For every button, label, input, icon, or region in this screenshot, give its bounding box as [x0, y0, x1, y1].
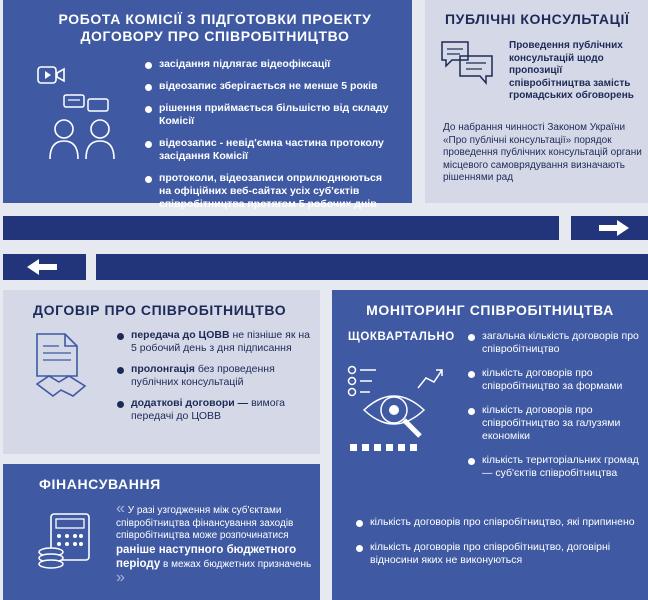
arrow-left-icon	[27, 259, 57, 275]
video-camera-icon	[37, 65, 65, 85]
list-item: кількість договорів про співробітництво, які припинено	[356, 516, 636, 529]
list-item: кількість договорів про співробітництво за галузями економіки	[468, 404, 644, 443]
chat-bubbles-icon	[440, 40, 494, 86]
consultations-panel	[425, 0, 648, 203]
list-item: рішення приймається більшістю від складу Комісії	[145, 102, 395, 128]
document-handshake-icon	[33, 332, 89, 400]
arrow-left-button[interactable]	[3, 254, 86, 280]
consultations-title: ПУБЛІЧНІ КОНСУЛЬТАЦІЇ	[445, 11, 630, 27]
arrow-right-button[interactable]	[571, 216, 648, 240]
financing-text: « У разі узгодження між суб'єктами співробітництва фінансування заходів співробітництва може розпочинатися раніше наступного бюджетного періоду в межах бюджетних призначень »	[116, 500, 312, 586]
list-item: кількість територіальних громад — суб'єктів співробітництва	[468, 454, 644, 480]
arrow-bar-bottom	[96, 254, 648, 280]
list-item: кількість договорів про співробітництво за формами	[468, 367, 644, 393]
monitoring-title: МОНІТОРИНГ СПІВРОБІТНИЦТВА	[366, 302, 614, 318]
commission-list	[145, 58, 395, 211]
list-item: протоколи, відеозаписи оприлюднюються на офіційних веб-сайтах усіх суб'єктів співробітництва протягом 5 робочих днів	[145, 172, 395, 211]
list-item: додаткові договори — вимога передачі до ЦОВВ	[117, 397, 312, 423]
list-item: передача до ЦОВВ не пізніше як на 5 робочий день з дня підписання	[117, 329, 312, 355]
list-item: відеозапис - невід'ємна частина протоколу засідання Комісії	[145, 137, 395, 163]
list-item: загальна кількість договорів про співробітництво	[468, 330, 644, 356]
list-item: відеозапис зберігається не менше 5 років	[145, 80, 395, 93]
consultations-bold-text: Проведення публічних консультацій щодо пропозиції співробітництва замість громадських обговорень	[509, 40, 634, 101]
monitoring-list	[468, 330, 644, 480]
consultations-body-text: До набрання чинності Законом України «Про публічні консультації» порядок проведення публічних консультацій органи місцевого самоврядування визначають рішеннями рад	[443, 122, 642, 183]
agreement-panel	[3, 290, 320, 454]
financing-panel	[3, 464, 320, 600]
people-discussion-icon	[48, 93, 128, 163]
arrow-right-icon	[599, 220, 629, 236]
eye-analytics-icon	[346, 364, 446, 454]
list-item: кількість договорів про співробітництво, договірні відносини яких не виконуються	[356, 541, 636, 567]
financing-title: ФІНАНСУВАННЯ	[39, 476, 161, 492]
list-item: засідання підлягає відеофіксації	[145, 58, 395, 71]
arrow-bar-top	[3, 216, 559, 240]
quote-open: «	[116, 500, 125, 517]
commission-title: РОБОТА КОМІСІЇ З ПІДГОТОВКИ ПРОЕКТУ ДОГОВОРУ ПРО СПІВРОБІТНИЦТВО	[58, 11, 372, 44]
commission-panel	[3, 0, 412, 210]
quote-close: »	[116, 568, 125, 586]
list-item: пролонгація без проведення публічних консультацій	[117, 363, 312, 389]
agreement-list	[117, 329, 312, 423]
monitoring-panel	[332, 290, 648, 600]
monitoring-period: ЩОКВАРТАЛЬНО	[348, 331, 455, 343]
monitoring-bottom-list	[356, 516, 636, 567]
agreement-title: ДОГОВІР ПРО СПІВРОБІТНИЦТВО	[33, 302, 287, 318]
calculator-coins-icon	[37, 512, 97, 572]
